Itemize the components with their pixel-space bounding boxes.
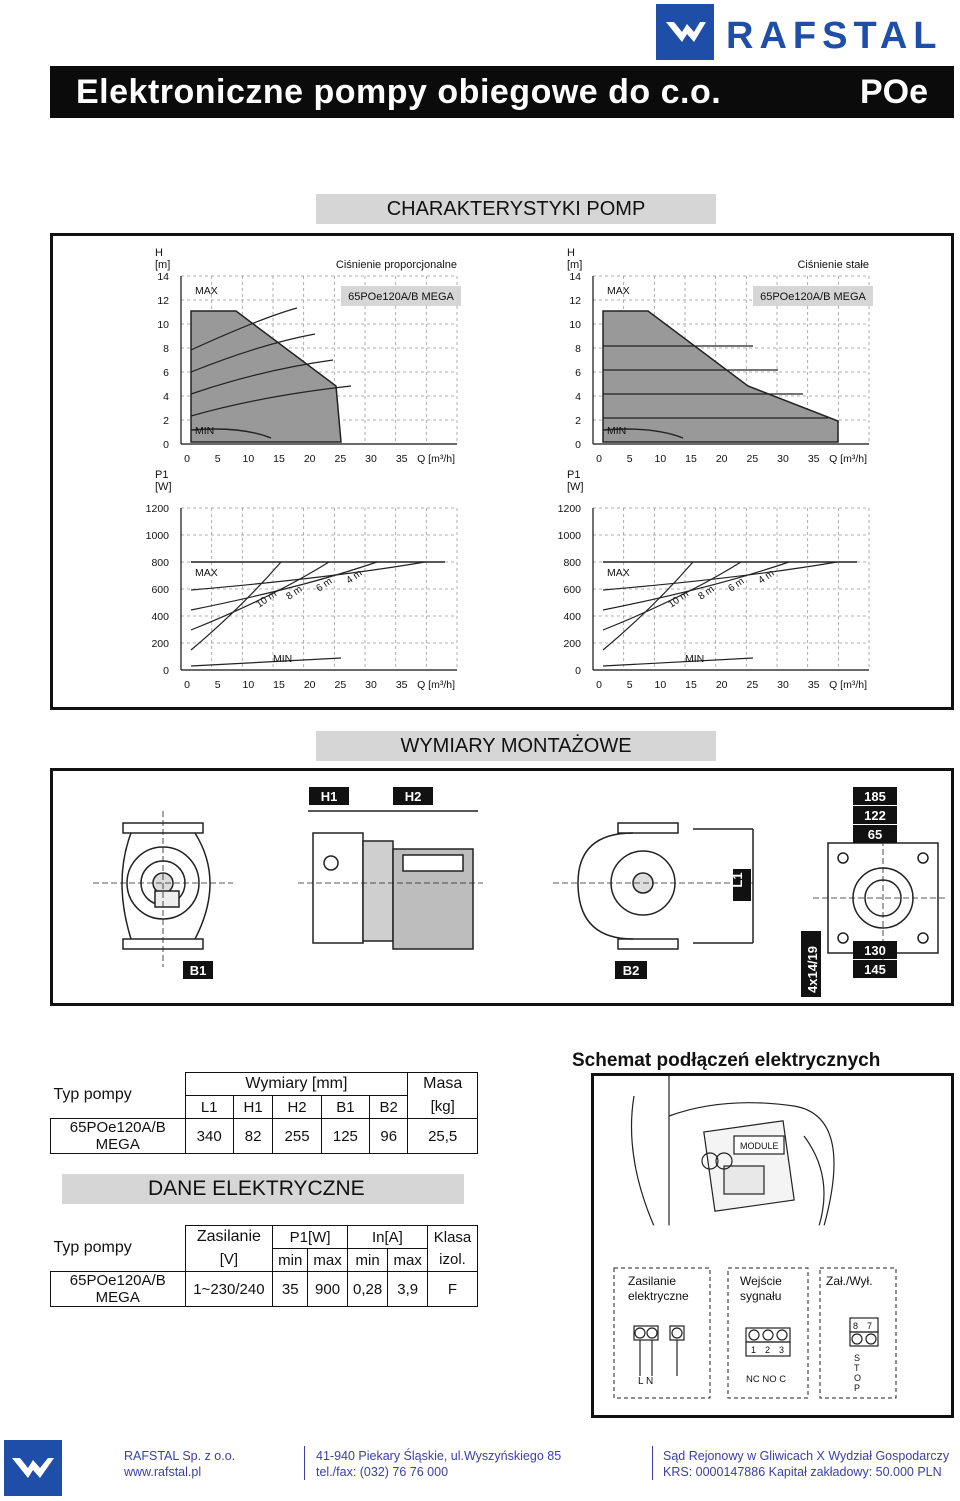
- h1-label: H1: [320, 789, 338, 804]
- charts-frame: [50, 233, 954, 710]
- x-tick-label: 5: [626, 453, 633, 465]
- curve-label: 6 m: [726, 575, 747, 595]
- y-tick-label: 200: [563, 638, 581, 650]
- x-tick-label: 35: [807, 679, 820, 691]
- section-dimensions: WYMIARY MONTAŻOWE: [316, 731, 716, 761]
- p-max-label: max: [308, 1249, 348, 1272]
- h2-label: H2: [404, 789, 422, 804]
- y-tick-label: 8: [575, 343, 581, 355]
- x-tick-label: 10: [242, 453, 255, 465]
- mass-label: Masa: [408, 1073, 478, 1096]
- model-label: 65POe120A/B MEGA: [348, 291, 454, 303]
- p1-label: P1[W]: [273, 1226, 348, 1249]
- company-name: RAFSTAL Sp. z o.o.: [124, 1449, 236, 1463]
- val-in-min: 0,28: [347, 1272, 388, 1307]
- x-tick-label: 15: [273, 679, 285, 691]
- x-tick-label: 5: [214, 679, 221, 691]
- power-curve: [603, 562, 789, 610]
- curve-label: 8 m: [284, 583, 305, 603]
- in-min-label: min: [347, 1249, 388, 1272]
- p-unit-2: [W]: [155, 481, 172, 493]
- x-tick-label: 20: [715, 679, 728, 691]
- y-tick-label: 2: [575, 415, 581, 427]
- col-b2: B2: [370, 1096, 408, 1119]
- ln-label: L N: [638, 1376, 654, 1387]
- val-mass: 25,5: [408, 1119, 478, 1154]
- operating-area: [603, 311, 838, 442]
- phone: tel./fax: (032) 76 76 000: [316, 1465, 449, 1479]
- in-label: In[A]: [347, 1226, 427, 1249]
- y-tick-label: 0: [575, 439, 581, 451]
- min-label: MIN: [685, 653, 705, 665]
- h-unit: H: [567, 247, 575, 259]
- dim-group-label: Wymiary [mm]: [185, 1073, 408, 1096]
- elec-type-label: Typ pompy: [53, 1239, 132, 1257]
- sig-num-3: 3: [779, 1345, 785, 1355]
- l1-label: L1: [730, 872, 745, 888]
- y-tick-label: 6: [163, 367, 169, 379]
- dim-model: 65POe120A/B MEGA: [51, 1119, 186, 1154]
- curve-label: 10 m: [254, 588, 279, 611]
- dimension-table: [50, 1072, 478, 1154]
- supply-unit: [V]: [185, 1249, 273, 1272]
- p-unit-2: [W]: [567, 481, 584, 493]
- val-l1: 340: [185, 1119, 233, 1154]
- max-label: MAX: [607, 285, 630, 297]
- court: Sąd Rejonowy w Gliwicach X Wydział Gospodarczy: [663, 1449, 950, 1463]
- y-tick-label: 0: [163, 439, 169, 451]
- y-tick-label: 400: [563, 611, 581, 623]
- flange-130: 130: [864, 943, 886, 958]
- x-tick-label: 20: [303, 679, 316, 691]
- max-label: MAX: [607, 567, 630, 579]
- x-tick-label: 35: [807, 453, 820, 465]
- flange-65: 65: [867, 827, 883, 842]
- col-l1: L1: [185, 1096, 233, 1119]
- val-b2: 96: [370, 1119, 408, 1154]
- min-label: MIN: [607, 425, 627, 437]
- x-tick-label: 30: [777, 679, 789, 691]
- y-tick-label: 8: [163, 343, 169, 355]
- footer-company: [124, 1448, 235, 1480]
- class-label-2: izol.: [428, 1249, 478, 1272]
- x-tick-label: 25: [334, 453, 347, 465]
- x-tick-label: 30: [777, 453, 789, 465]
- footer-logo: [4, 1440, 62, 1496]
- x-tick-label: 25: [746, 453, 759, 465]
- series-name: POe: [859, 73, 928, 111]
- brand-name: RAFSTAL: [726, 15, 943, 57]
- h-unit-2: [m]: [567, 259, 583, 271]
- dimensions-frame: [50, 768, 954, 1006]
- x-tick-label: 10: [654, 679, 667, 691]
- y-tick-label: 12: [569, 295, 581, 307]
- dimension-drawings: [53, 771, 951, 1003]
- val-class: F: [428, 1272, 478, 1307]
- stop-num-7: 7: [867, 1321, 873, 1331]
- module-label: MODULE: [740, 1141, 779, 1151]
- table-row: [51, 1119, 478, 1154]
- curve-label: 10 m: [666, 588, 691, 611]
- stop-s: S: [854, 1353, 861, 1363]
- x-tick-label: 25: [334, 679, 347, 691]
- y-tick-label: 400: [151, 611, 169, 623]
- model-label: 65POe120A/B MEGA: [760, 291, 866, 303]
- y-tick-label: 600: [563, 584, 581, 596]
- mode-label: Ciśnienie proporcjonalne: [335, 259, 457, 271]
- x-tick-label: 5: [214, 453, 221, 465]
- col-b1: B1: [321, 1096, 369, 1119]
- company-www[interactable]: www.rafstal.pl: [124, 1465, 202, 1479]
- y-tick-label: 800: [151, 557, 169, 569]
- flange-185: 185: [864, 789, 886, 804]
- power-curve: [191, 562, 377, 610]
- x-tick-label: 35: [395, 679, 408, 691]
- holes-label: 4x14/19: [805, 946, 820, 993]
- x-axis-label: Q [m³/h]: [417, 453, 455, 465]
- min-label: MIN: [273, 653, 293, 665]
- stop-p: P: [854, 1383, 861, 1393]
- y-tick-label: 12: [157, 295, 169, 307]
- y-tick-label: 800: [563, 557, 581, 569]
- section-electrical: DANE ELEKTRYCZNE: [62, 1174, 464, 1204]
- x-tick-label: 30: [365, 679, 377, 691]
- operating-area: [191, 311, 341, 442]
- footer-divider: [652, 1446, 653, 1480]
- elec-model: 65POe120A/B MEGA: [51, 1272, 186, 1307]
- p-unit: P1: [155, 469, 169, 481]
- table-row: [51, 1272, 478, 1307]
- y-tick-label: 14: [569, 271, 581, 283]
- flange-145: 145: [864, 962, 886, 977]
- col-h1: H1: [233, 1096, 273, 1119]
- x-tick-label: 35: [395, 453, 408, 465]
- x-tick-label: 0: [596, 679, 602, 691]
- stop-num-8: 8: [853, 1321, 859, 1331]
- footer-divider: [304, 1446, 305, 1480]
- x-tick-label: 15: [273, 453, 285, 465]
- krs: KRS: 0000147886 Kapitał zakładowy: 50.000 PLN: [663, 1465, 942, 1479]
- y-tick-label: 0: [163, 665, 169, 677]
- h-unit-2: [m]: [155, 259, 171, 271]
- section-characteristics: CHARAKTERYSTYKI POMP: [316, 194, 716, 224]
- class-label: Klasa: [428, 1226, 478, 1249]
- y-tick-label: 1200: [557, 503, 581, 515]
- x-tick-label: 20: [303, 453, 316, 465]
- y-tick-label: 1200: [145, 503, 169, 515]
- in-max-label: max: [388, 1249, 428, 1272]
- val-h1: 82: [233, 1119, 273, 1154]
- curve-label: 6 m: [314, 575, 335, 595]
- sig-num-2: 2: [765, 1345, 771, 1355]
- y-tick-label: 600: [151, 584, 169, 596]
- wiring-diagram: [594, 1076, 951, 1415]
- y-tick-label: 14: [157, 271, 169, 283]
- p-min-label: min: [273, 1249, 308, 1272]
- b1-label: B1: [189, 963, 207, 978]
- x-tick-label: 0: [596, 453, 602, 465]
- y-tick-label: 6: [575, 367, 581, 379]
- sig-labels: NC NO C: [746, 1374, 787, 1385]
- y-tick-label: 10: [157, 319, 169, 331]
- y-tick-label: 10: [569, 319, 581, 331]
- curve-label: 4 m: [344, 567, 365, 587]
- x-tick-label: 30: [365, 453, 377, 465]
- y-tick-label: 200: [151, 638, 169, 650]
- b2-label: B2: [622, 963, 640, 978]
- val-h2: 255: [273, 1119, 321, 1154]
- electrical-table: [50, 1225, 478, 1307]
- signal-title-1: Wejście: [740, 1274, 782, 1288]
- x-tick-label: 0: [184, 679, 190, 691]
- address: 41-940 Piekary Śląskie, ul.Wyszyńskiego 85: [316, 1449, 562, 1463]
- power-curve: [603, 562, 837, 590]
- x-tick-label: 20: [715, 453, 728, 465]
- flange-122: 122: [864, 808, 886, 823]
- y-tick-label: 4: [163, 391, 169, 403]
- x-tick-label: 10: [654, 453, 667, 465]
- dim-type-label: Typ pompy: [53, 1086, 132, 1104]
- col-h2: H2: [273, 1096, 321, 1119]
- title-bar: [50, 66, 954, 118]
- min-label: MIN: [195, 425, 215, 437]
- x-axis-label: Q [m³/h]: [829, 679, 867, 691]
- p-unit: P1: [567, 469, 581, 481]
- x-tick-label: 5: [626, 679, 633, 691]
- wiring-title: Schemat podłączeń elektrycznych: [572, 1050, 881, 1071]
- val-p-min: 35: [273, 1272, 308, 1307]
- val-b1: 125: [321, 1119, 369, 1154]
- page-title: Elektroniczne pompy obiegowe do c.o.: [76, 73, 722, 111]
- x-axis-label: Q [m³/h]: [829, 453, 867, 465]
- min-curve: [603, 658, 753, 666]
- x-axis-label: Q [m³/h]: [417, 679, 455, 691]
- supply-title-1: Zasilanie: [628, 1274, 677, 1288]
- mass-unit: [kg]: [408, 1096, 478, 1119]
- supply-label: Zasilanie: [185, 1226, 273, 1249]
- y-tick-label: 1000: [145, 530, 169, 542]
- curve-label: 8 m: [696, 583, 717, 603]
- brand-logo: [656, 4, 956, 60]
- footer-legal: [663, 1448, 949, 1480]
- x-tick-label: 0: [184, 453, 190, 465]
- stop-t: T: [854, 1363, 860, 1373]
- val-in-max: 3,9: [388, 1272, 428, 1307]
- y-tick-label: 0: [575, 665, 581, 677]
- onoff-title: Zał./Wył.: [826, 1274, 873, 1288]
- x-tick-label: 15: [685, 453, 697, 465]
- power-curve: [191, 562, 425, 590]
- val-p-max: 900: [308, 1272, 348, 1307]
- x-tick-label: 15: [685, 679, 697, 691]
- pump-charts: [53, 236, 951, 707]
- min-curve: [191, 658, 341, 666]
- val-supply: 1~230/240: [185, 1272, 273, 1307]
- stop-o: O: [854, 1373, 862, 1383]
- max-label: MAX: [195, 285, 218, 297]
- sig-num-1: 1: [751, 1345, 757, 1355]
- x-tick-label: 25: [746, 679, 759, 691]
- y-tick-label: 1000: [557, 530, 581, 542]
- signal-title-2: sygnału: [740, 1289, 782, 1303]
- supply-title-2: elektryczne: [628, 1289, 689, 1303]
- h-unit: H: [155, 247, 163, 259]
- wiring-frame: [591, 1073, 954, 1418]
- curve-label: 4 m: [756, 567, 777, 587]
- max-label: MAX: [195, 567, 218, 579]
- footer-address: [316, 1448, 561, 1480]
- x-tick-label: 10: [242, 679, 255, 691]
- y-tick-label: 2: [163, 415, 169, 427]
- mode-label: Ciśnienie stałe: [797, 259, 869, 271]
- y-tick-label: 4: [575, 391, 581, 403]
